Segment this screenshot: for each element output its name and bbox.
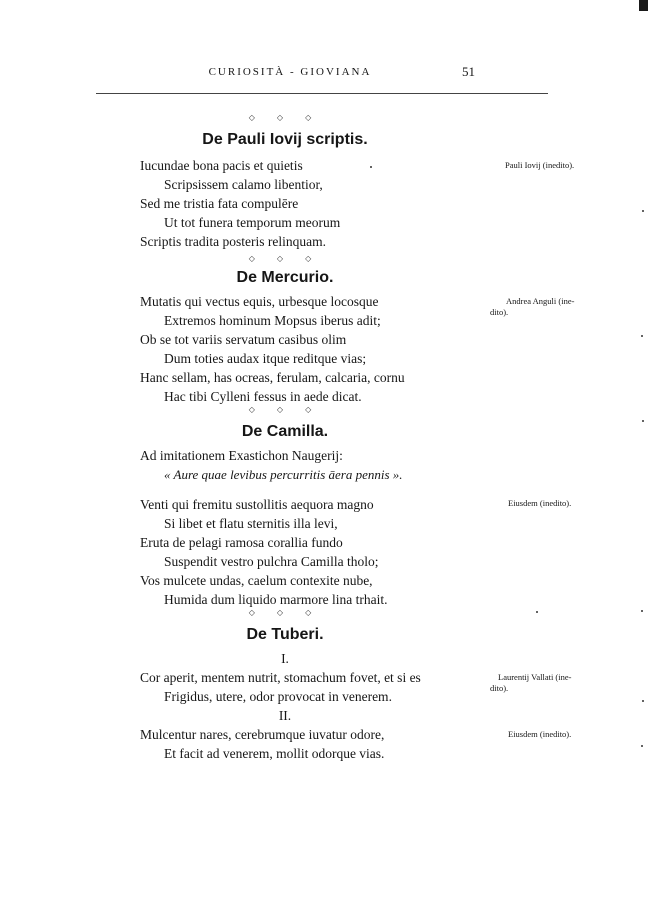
- margin-note: [490, 296, 600, 318]
- margin-note: [505, 160, 615, 171]
- scan-speck: [641, 610, 643, 612]
- margin-note-line: dito).: [490, 307, 509, 317]
- section-title-camilla: De Camilla.: [241, 423, 329, 440]
- scan-speck: [642, 700, 644, 702]
- scan-speck: [370, 166, 372, 168]
- verse-line: Vos mulcete undas, caelum contexite nube,: [140, 573, 373, 588]
- scan-speck: [642, 210, 644, 212]
- ornament-divider: ◇ ◇ ◇: [248, 254, 322, 263]
- margin-note-line: Andrea Anguli (ine-: [506, 296, 575, 306]
- scan-speck: [641, 335, 643, 337]
- intro-line: Ad imitationem Exastichon Naugerij:: [140, 448, 343, 463]
- running-head: CURIOSITÀ - GIOVIANA: [208, 66, 372, 78]
- verse-line: Venti qui fremitu sustollitis aequora magno: [140, 497, 374, 512]
- section-title-mercurio: De Mercurio.: [236, 269, 334, 286]
- verse-line: Si libet et flatu sternitis illa levi,: [164, 516, 338, 531]
- margin-note-line: Laurentij Vallati (ine-: [498, 672, 572, 682]
- section-title-tuberi: De Tuberi.: [246, 626, 324, 643]
- verse-line: Dum toties audax itque reditque vias;: [164, 351, 367, 366]
- section-title-pauli-iovij: De Pauli Iovij scriptis.: [202, 131, 368, 148]
- margin-note-line: Eiusdem (inedito).: [508, 498, 572, 508]
- verse-line: Extremos hominum Mopsus iberus adit;: [164, 313, 381, 328]
- verse-line: Mulcentur nares, cerebrumque iuvatur odore,: [140, 727, 385, 742]
- verse-line: Iucundae bona pacis et quietis: [140, 158, 303, 173]
- margin-note-line: Pauli Iovij (inedito).: [505, 160, 575, 170]
- page-number: 51: [462, 64, 475, 79]
- margin-note: [508, 498, 618, 509]
- page-edge-mark: [639, 0, 648, 11]
- verse-line: Ut tot funera temporum meorum: [164, 215, 341, 230]
- verse-line: Scriptis tradita posteris relinquam.: [140, 234, 326, 249]
- verse-line: Eruta de pelagi ramosa corallia fundo: [140, 535, 343, 550]
- ornament-divider: ◇ ◇ ◇: [248, 608, 322, 617]
- header-rule: [96, 93, 548, 94]
- ornament-divider: ◇ ◇ ◇: [248, 113, 322, 122]
- verse-line: Hac tibi Cylleni fessus in aede dicat.: [164, 389, 362, 404]
- verse-line: Ob se tot variis servatum casibus olim: [140, 332, 347, 347]
- verse-line: Frigidus, utere, odor provocat in venerem.: [164, 689, 392, 704]
- margin-note: [508, 729, 618, 740]
- quote-line: « Aure quae levibus percurritis āera pennis ».: [164, 467, 403, 482]
- scan-speck: [642, 420, 644, 422]
- verse-line: Cor aperit, mentem nutrit, stomachum fovet, et si es: [140, 670, 421, 685]
- part-numeral: I.: [281, 651, 289, 666]
- margin-note: [490, 672, 600, 694]
- verse-line: Mutatis qui vectus equis, urbesque locosque: [140, 294, 379, 309]
- scan-speck: [536, 611, 538, 613]
- verse-line: Hanc sellam, has ocreas, ferulam, calcaria, cornu: [140, 370, 405, 385]
- margin-note-line: Eiusdem (inedito).: [508, 729, 572, 739]
- verse-line: Sed me tristia fata compulēre: [140, 196, 299, 211]
- scan-speck: [641, 745, 643, 747]
- margin-note-line: dito).: [490, 683, 509, 693]
- verse-line: Suspendit vestro pulchra Camilla tholo;: [164, 554, 379, 569]
- part-numeral: II.: [278, 708, 292, 723]
- verse-line: Scripsissem calamo libentior,: [164, 177, 323, 192]
- verse-line: Humida dum liquido marmore lina trhait.: [164, 592, 388, 607]
- verse-line: Et facit ad venerem, mollit odorque vias.: [164, 746, 385, 761]
- ornament-divider: ◇ ◇ ◇: [248, 405, 322, 414]
